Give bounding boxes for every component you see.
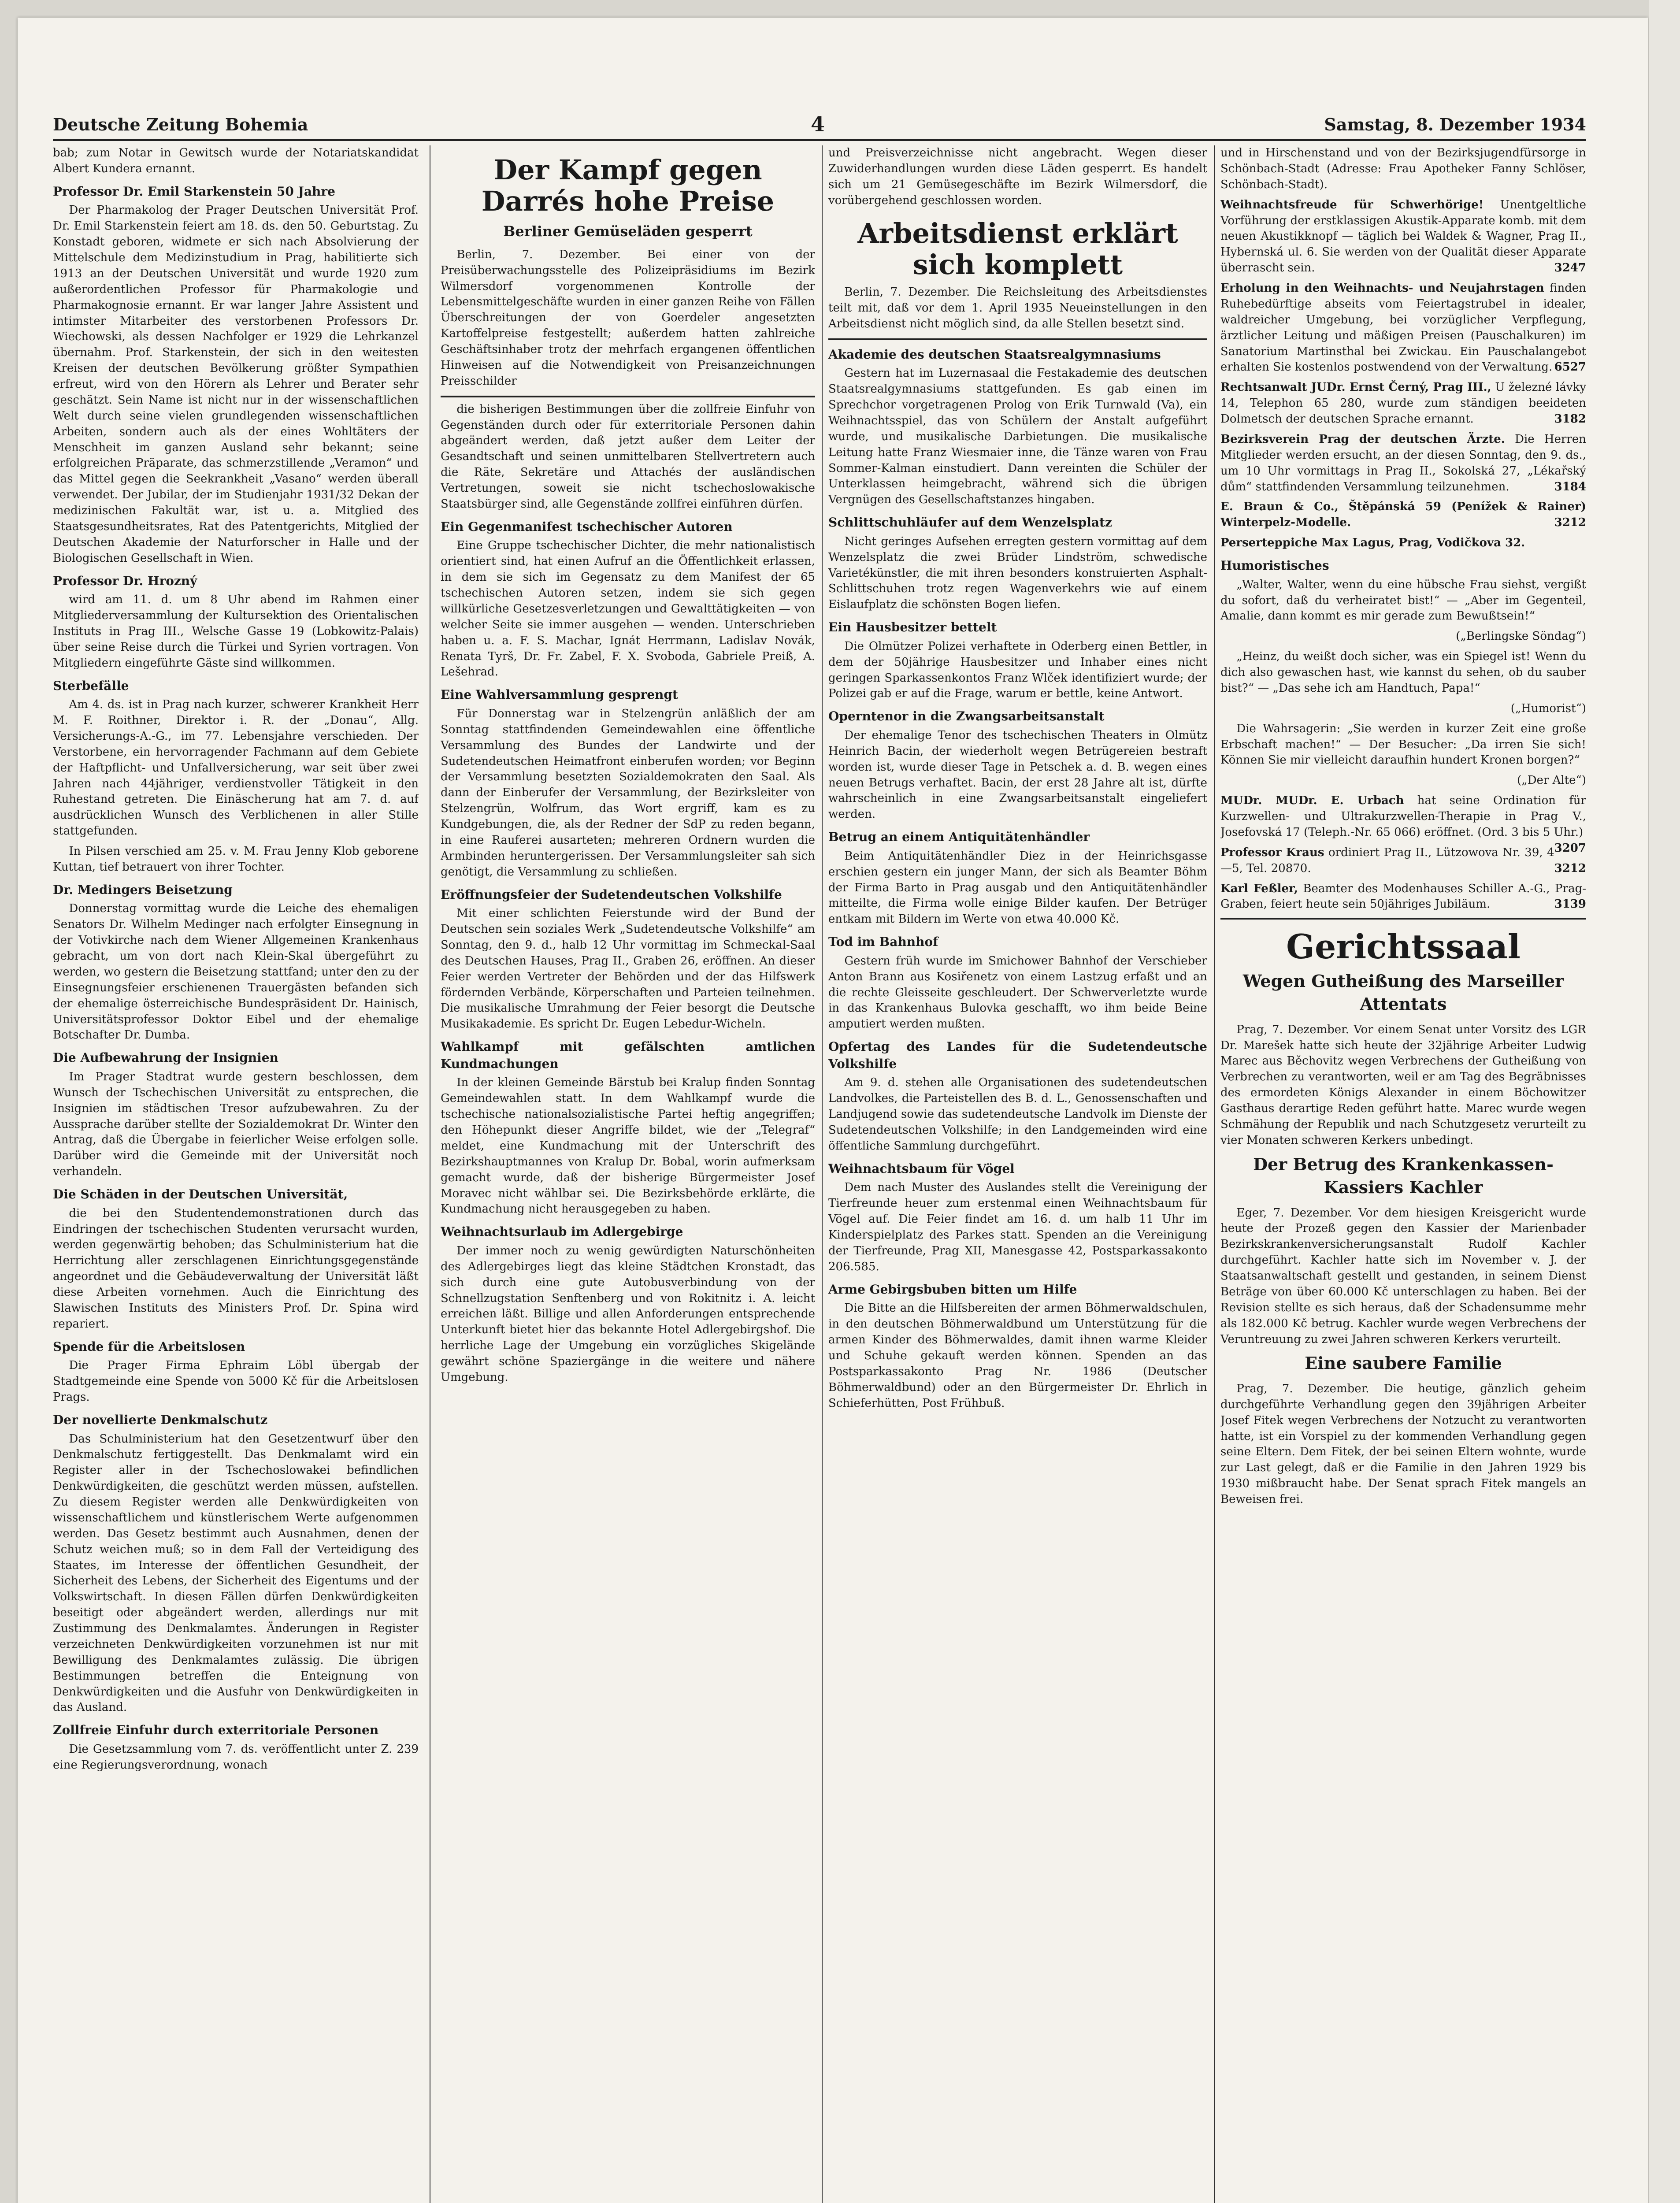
article-heading: Betrug an einem Antiquitätenhändler [828, 830, 1090, 845]
paragraph: und Preisverzeichnisse nicht angebracht. Wegen dieser Zuwiderhandlungen wurden diese Läden gesperrt. Es handelt sich um 21 Gemüsegeschäfte im Bezirk Wilmersdorf, die vorübergehend geschlossen worden. [828, 146, 1207, 207]
paragraph: In Pilsen verschied am 25. v. M. Frau Jenny Klob geborene Kuttan, tief betrauert von ihrer Tochter. [53, 845, 419, 874]
paragraph: Berlin, 7. Dezember. Die Reichsleitung des Arbeitsdienstes teilt mit, daß vor dem 1. April 1935 Neueinstellungen in den Arbeitsdienst nicht möglich sind, da alle Stellen besetzt sind. [828, 286, 1207, 330]
joke: „Walter, Walter, wenn du eine hübsche Frau siehst, vergißt du sofort, daß du verheiratet bist!“ — „Aber im Gegenteil, Amalie, dann kommt es mir gerade zum Bewußtsein!“ [1220, 578, 1586, 623]
paragraph: Gestern früh wurde im Smichower Bahnhof der Verschieber Anton Brann aus Kosiřenetz von einem Lastzug erfaßt und an die rechte Gleisseite geschleudert. Der Schwerverletzte wurde in das Krankenhaus Bulovka geschafft, wo ihm beide Beine amputiert werden mußten. [828, 954, 1207, 1031]
notice [1220, 281, 1586, 375]
paragraph: Berlin, 7. Dezember. Bei einer von der Preisüberwachungsstelle des Polizeipräsidiums im Bezirk Wilmersdorf vorgenommenen Kontrolle der Lebensmittelgeschäfte wurden in einer ganzen Reihe von Fällen Überschreitungen der von Goerdeler angesetzten Kartoffelpreise festgestellt; außerdem hatten zahlreiche Geschäftsinhaber trotz der mehrfach ergangenen öffentlichen Hinweisen auf die Notwendigkeit von Preisanzeichnungen Preisschilder [441, 248, 815, 388]
notice-title: Professor Kraus [1220, 846, 1324, 859]
paragraph: Dem nach Muster des Auslandes stellt die Vereinigung der Tierfreunde heuer zum erstenmal einen Weihnachtsbaum für Vögel auf. Die Feier findet am 16. d. um halb 11 Uhr im Kinderspielplatz des Parkes statt. Spenden an die Vereinigung der Tierfreunde, Prag XII, Manesgasse 42, Postsparkassakonto 206.585. [828, 1181, 1207, 1273]
paragraph: Am 9. d. stehen alle Organisationen des sudetendeutschen Landvolkes, die Parteistellen des B. d. L., Genossenschaften und Landjugend sowie das sudetendeutsche Landvolk im Dienste der Sudetendeutschen Volkshilfe; in den Landgemeinden wird eine öffentliche Sammlung durchgeführt. [828, 1076, 1207, 1153]
paragraph: Prag, 7. Dezember. Vor einem Senat unter Vorsitz des LGR Dr. Marešek hatte sich heute der 32jährige Arbeiter Ludwig Marec aus Běchovitz wegen Verbrechens der Gutheißung von Verbrechen zu verantworten, weil er am Tag des Begräbnisses des ermordeten Königs Alexander in einem Böchowitzer Gasthaus derartige Reden geführt hatte. Marec wurde wegen Schmähung der Republik und nach Schutzgesetz verurteilt zu vier Monaten schweren Kerkers unbedingt. [1220, 1023, 1586, 1147]
paragraph: Der ehemalige Tenor des tschechischen Theaters in Olmütz Heinrich Bacin, der wiederholt wegen Betrügereien bestraft worden ist, wurde dieser Tage in Petschek a. d. B. wegen eines neuen Betrugs verhaftet. Bacin, der erst 28 Jahre alt ist, dürfte wahrscheinlich in eine Zwangsarbeitsanstalt eingeliefert werden. [828, 728, 1207, 821]
article-heading: Zollfreie Einfuhr durch exterritoriale Personen [53, 1723, 379, 1738]
section-rule [828, 338, 1207, 340]
article-heading: Weihnachtsurlaub im Adlergebirge [441, 1224, 683, 1239]
article-heading: Wahlkampf mit gefälschten amtlichen Kundmachungen [441, 1039, 815, 1071]
article-heading: Schlittschuhläufer auf dem Wenzelsplatz [828, 515, 1112, 530]
column-divider [822, 145, 823, 2203]
paragraph: Der Pharmakolog der Prager Deutschen Universität Prof. Dr. Emil Starkenstein feiert am 18. ds. den 50. Geburtstag. Zu Konstadt geboren, widmete er sich nach Absolvierung der Mittelschule dem Medizinstudium in Prag, habilitierte sich 1913 an der Deutschen Universität und wurde 1920 zum außerordentlichen Professor für Pharmakologie und Pharmakognosie ernannt. Er war langer Jahre Assistent und intimster Mitarbeiter des verstorbenen Professors Dr. Wiechowski, als dessen Nachfolger er 1929 die Lehrkanzel übernahm. Prof. Starkenstein, der sich in den weitesten Kreisen der deutschen Bevölkerung größter Sympathien erfreut, wird von den Hörern als Lehrer und Berater sehr geschätzt. Sein Name ist nicht nur in der wissenschaftlichen Welt durch seine vielen grundlegenden wissenschaftlichen Arbeiten, sondern auch als der eines Wohltäters der Menschheit im ganzen Ausland sehr bekannt; seine erfolgreichen Präparate, das schmerzstillende „Veramon“ und das Mittel gegen die Seekrankheit „Vasano“ werden überall verwendet. Der Jubilar, der im Studienjahr 1931/32 Dekan der medizinischen Fakultät war, ist u. a. Mitglied des Staatsgesundheitsrates, Rat des Patentgerichts, Mitglied der Deutschen Akademie der Naturforscher in Halle und der Biologischen Gesellschaft in Wien. [53, 204, 419, 565]
paragraph: Die Gesetzsammlung vom 7. ds. veröffentlicht unter Z. 239 eine Regierungsverordnung, wonach [53, 1742, 419, 1772]
paragraph: In der kleinen Gemeinde Bärstub bei Kralup finden Sonntag Gemeindewahlen statt. In dem Wahlkampf wurde die tschechische nationalsozialistische Partei heftig angegriffen; den Höhepunkt dieser Angriffe bildet, wie der „Telegraf“ meldet, eine Kundmachung mit der Unterschrift des Bezirkshauptmannes von Kralup Dr. Bobal, worin aufmerksam gemacht wurde, daß der bisherige Bürgermeister Josef Moravec nicht wählbar sei. Die Bezirksbehörde erklärte, die Kundmachung nicht herausgegeben zu haben. [441, 1076, 815, 1216]
notice-title: Erholung in den Weihnachts- und Neujahrstagen [1220, 282, 1544, 295]
paragraph: Beim Antiquitätenhändler Diez in der Heinrichsgasse erschien gestern ein junger Mann, der sich als Beamter Böhm der Firma Barto in Prag ausgab und den Antiquitätenhändler mitteilte, die Firma wolle einige Bilder kaufen. Der Betrüger entkam mit Bildern im Werte von etwa 40.000 Kč. [828, 849, 1207, 926]
paragraph: Eine Gruppe tschechischer Dichter, die mehr nationalistisch orientiert sind, hat einen Aufruf an die Öffentlichkeit erlassen, in dem sie sich im Gegensatz zu dem Manifest der 65 tschechischen Autoren setzen, indem sie sich gegen willkürliche Gesetzesverletzungen und Gewalttätigkeiten — von welcher Seite sie immer ausgehen — wenden. Unterschrieben haben u. a. F. S. Machar, Ignát Herrmann, Ladislav Novák, Renata Tyrš, Dr. Fr. Zabel, F. X. Svoboda, Gabriele Preiß, A. Lešehrad. [441, 539, 815, 679]
column-4 [1220, 145, 1586, 2203]
section-title: Gerichtssaal [1286, 927, 1521, 967]
notice-text: Unentgeltliche Vorführung der erstklassigen Akustik-Apparate komb. mit dem neuen Akustikknopf — täglich bei Waldek & Wagner, Prag II., Hybernská ul. 6. Sie werden von der Qualität dieser Apparate überrascht sein. [1220, 198, 1586, 275]
notice-text: hat seine Ordination für Kurzwellen- und Ultrakurzwellen-Therapie in Prag V., Josefovská 17 (Teleph.-Nr. 65 066) eröffnet. (Ord. 3 bis 5 Uhr.) [1220, 794, 1586, 839]
paragraph: Eger, 7. Dezember. Vor dem hiesigen Kreisgericht wurde heute der Prozeß gegen den Kassier der Marienbader Bezirkskrankenversicherungsanstalt Rudolf Kachler durchgeführt. Kachler hatte sich im November v. J. der Staatsanwaltschaft gestellt und gestanden, in seinem Dienst Beträge von über 60.000 Kč unterschlagen zu haben. Bei der Revision stellte es sich heraus, daß der Schadensumme mehr als 182.000 Kč betrug. Kachler wurde wegen Verbrechens der Veruntreuung zu zwei Jahren schweren Kerkers verurteilt. [1220, 1206, 1586, 1346]
article-heading: Professor Dr. Hrozný [53, 573, 197, 588]
paragraph: Nicht geringes Aufsehen erregten gestern vormittag auf dem Wenzelsplatz die zwei Brüder Lindström, schwedische Varietékünstler, die mit ihren besonders konstruierten Asphalt-Schlittschuhen trotz regen Wagenverkehrs wie auf einem Eislaufplatz die schönsten Bogen liefen. [828, 534, 1207, 612]
paragraph: Die Olmützer Polizei verhaftete in Oderberg einen Bettler, in dem der 50jährige Hausbesitzer und Inhaber eines nicht geringen Sparkassenkontos Franz Wlček identifiziert wurde; der Polizei gab er auf die Frage, warum er bettle, keine Antwort. [828, 639, 1207, 701]
article-heading: Arme Gebirgsbuben bitten um Hilfe [828, 1282, 1077, 1297]
article-heading: Weihnachtsbaum für Vögel [828, 1161, 1015, 1176]
headline: Arbeitsdienst erklärt sich komplett [857, 217, 1178, 281]
headline: Der Betrug des Krankenkassen-Kassiers Kachler [1253, 1154, 1554, 1198]
column-1 [53, 145, 419, 2203]
notice-text: Die Herren Mitglieder werden ersucht, an der diesen Sonntag, den 9. ds., um 10 Uhr vormittags in Prag II., Sokolská 27, „Lékařský dům“ stattfindenden Versammlung teilzunehmen. [1220, 432, 1586, 493]
article-heading: Sterbefälle [53, 678, 129, 693]
notice-number: 3184 [1554, 480, 1586, 493]
article-heading: Akademie des deutschen Staatsrealgymnasiums [828, 347, 1161, 362]
joke-source: („Berlingske Söndag“) [1456, 630, 1586, 643]
article-heading: Die Schäden in der Deutschen Universität, [53, 1187, 348, 1202]
page-number: 4 [811, 112, 825, 136]
paragraph: Der immer noch zu wenig gewürdigten Naturschönheiten des Adlergebirges liegt das kleine Städtchen Kronstadt, das sich durch eine gute Autobusverbindung von der Schnellzugstation Senftenberg und von Rokitnitz i. A. leicht erreichen läßt. Billige und allen Anforderungen entsprechende Unterkunft bietet hier das bekannte Hotel Adlergebirgshof. Die herrliche Lage der Umgebung ein vorzügliches Skigelände gewährt schöne Spaziergänge in die weitere und nähere Umgebung. [441, 1244, 815, 1384]
notice-number: 6527 [1554, 360, 1586, 374]
article-heading: Operntenor in die Zwangsarbeitsanstalt [828, 709, 1105, 724]
paragraph: Donnerstag vormittag wurde die Leiche des ehemaligen Senators Dr. Wilhelm Medinger nach erfolgter Einsegnung in der Votivkirche nach dem Wiener Allgemeinen Krankenhaus gebracht, um von dort nach Klein-Skal übergeführt zu werden, wo gestern die Beisetzung stattfand; unter den zu der Einsegnungsfeier erschienenen Trauergästen befanden sich der ehemalige österreichische Bundespräsident Dr. Hainisch, Universitätsprofessor Doktor Eibel und der ehemalige Botschafter Dr. Dumba. [53, 902, 419, 1042]
joke: „Heinz, du weißt doch sicher, was ein Spiegel ist! Wenn du dich also gewaschen hast, wie kannst du sehen, ob du sauber bist?“ — „Das sehe ich am Handtuch, Papa!“ [1220, 650, 1586, 695]
notice-title: Karl Feßler, [1220, 882, 1298, 895]
paragraph: Die Bitte an die Hilfsbereiten der armen Böhmerwaldschulen, in den deutschen Böhmerwaldbund um Unterstützung für die armen Kinder des Böhmerwaldes, damit ihnen warme Kleider und Schuhe gekauft werden können. Spenden an das Postsparkassakonto Prag Nr. 1986 (Deutscher Böhmerwaldbund) oder an den Bürgermeister Dr. Ehrlich in Schieferhütten, Post Frühbuß. [828, 1302, 1207, 1410]
notice-title: E. Braun & Co., Štěpánská 59 (Penížek & Rainer) Winterpelz-Modelle. [1220, 500, 1586, 530]
notice [1220, 499, 1586, 531]
notice-title: Weihnachtsfreude für Schwerhörige! [1220, 198, 1484, 211]
notice-title: Bezirksverein Prag der deutschen Ärzte. [1220, 432, 1505, 446]
paragraph: Prag, 7. Dezember. Die heutige, gänzlich geheim durchgeführte Verhandlung gegen den 39jährigen Arbeiter Josef Fitek wegen Verbrechens der Notzucht zu verantworten hatte, ist ein Vorspiel zu der kommenden Verhandlung gegen seine Eltern. Dem Fitek, der bei seinen Eltern wohnte, wurde zur Last gelegt, daß er die Familie in den Jahren 1929 bis 1930 mißbraucht habe. Der Senat sprach Fitek mangels an Beweisen frei. [1220, 1382, 1586, 1506]
article-heading: Dr. Medingers Beisetzung [53, 882, 233, 897]
notice-text: U železné lávky 14, Telephon 65 280, wurde zum ständigen beeideten Dolmetsch der deutschen Sprache ernannt. [1220, 381, 1586, 426]
section-rule [441, 396, 815, 397]
notice [1220, 380, 1586, 427]
notice-number: 3139 [1554, 898, 1586, 911]
article-heading: Die Aufbewahrung der Insignien [53, 1050, 278, 1065]
notice-title: Perserteppiche Max Lagus, Prag, Vodičkova 32. [1220, 536, 1525, 550]
paragraph: die bei den Studentendemonstrationen durch das Eindringen der tschechischen Studenten verursacht wurden, werden gegenwärtig behoben; das Schulministerium hat die Herrichtung aller zerschlagenen Einrichtungsgegenstände angeordnet und die Gebäudeverwaltung der Universität läßt diese Arbeiten vornehmen. Auch die Einrichtung des Slawischen Instituts des Ministers Prof. Dr. Spina wird repariert. [53, 1206, 419, 1331]
masthead: Deutsche Zeitung Bohemia [53, 115, 308, 134]
article-heading: Tod im Bahnhof [828, 935, 938, 949]
joke: Die Wahrsagerin: „Sie werden in kurzer Zeit eine große Erbschaft machen!“ — Der Besucher: „Da irren Sie sich! Können Sie mir vielleicht daraufhin hundert Kronen borgen?“ [1220, 722, 1586, 767]
paragraph: Die Prager Firma Ephraim Löbl übergab der Stadtgemeinde eine Spende von 5000 Kč für die Arbeitslosen Prags. [53, 1359, 419, 1404]
paragraph: bab; zum Notar in Gewitsch wurde der Notariatskandidat Albert Kundera ernannt. [53, 146, 419, 175]
notice [1220, 197, 1586, 276]
notice-number: 3182 [1554, 412, 1586, 426]
article-heading: Spende für die Arbeitslosen [53, 1339, 245, 1354]
notice-title: MUDr. MUDr. E. Urbach [1220, 794, 1404, 808]
notice-title: Rechtsanwalt JUDr. Ernst Černý, Prag III., [1220, 381, 1491, 394]
paragraph: die bisherigen Bestimmungen über die zollfreie Einfuhr von Gegenständen durch oder für exterritoriale Personen dahin abgeändert werden, daß jetzt außer dem Leiter der Gesandtschaft und seinen unmittelbaren Stellvertretern auch die Räte, Sekretäre und Attachés der ausländischen Vertretungen, soweit sie nicht tschechoslowakische Staatsbürger sind, alle Gegenstände zollfrei einführen dürfen. [441, 402, 815, 511]
headline: Eine saubere Familie [1305, 1353, 1502, 1373]
paragraph: wird am 11. d. um 8 Uhr abend im Rahmen einer Mitgliederversammlung der Kultursektion des Orientalischen Instituts in Prag III., Welsche Gasse 19 (Lobkowitz-Palais) über seine Reise durch die Türkei und Syrien vortragen. Von Mitgliedern eingeführte Gäste sind willkommen. [53, 593, 419, 670]
notice [1220, 535, 1586, 551]
paragraph: Im Prager Stadtrat wurde gestern beschlossen, dem Wunsch der Tschechischen Universität zu entsprechen, die Insignien im städtischen Tresor aufzubewahren. Zu der Aussprache darüber stellte der Sozialdemokrat Dr. Winter den Antrag, daß die Übergabe in feierlicher Weise erfolgen solle. Darüber wird die Gemeinde mit der Universität noch verhandeln. [53, 1070, 419, 1179]
paragraph: Am 4. ds. ist in Prag nach kurzer, schwerer Krankheit Herr M. F. Roithner, Direktor i. R. der „Donau“, Allg. Versicherungs-A.-G., im 77. Lebensjahre verschieden. Der Verstorbene, ein hervorragender Fachmann auf dem Gebiete der Haftpflicht- und Unfallversicherung, war seit über zwei Jahren nach 44jähriger, verdienstvoller Tätigkeit in den Ruhestand getreten. Die Einäscherung hat am 7. d. auf ausdrücklichen Wunsch des Verblichenen in aller Stille stattgefunden. [53, 698, 419, 838]
subheadline: Berliner Gemüseläden gesperrt [503, 223, 753, 240]
notice [1220, 845, 1586, 877]
notice [1220, 432, 1586, 495]
joke-source: („Humorist“) [1510, 701, 1586, 715]
notice-text: Beamter des Modenhauses Schiller A.-G., Prag-Graben, feiert heute sein 50jähriges Jubiläum. [1220, 882, 1586, 911]
scan-edge [1649, 0, 1680, 2203]
page-header [53, 112, 1586, 141]
article-heading: Der novellierte Denkmalschutz [53, 1412, 268, 1427]
headline: Der Kampf gegen Darrés hohe Preise [481, 154, 775, 218]
paragraph: Gestern hat im Luzernasaal die Festakademie des deutschen Staatsrealgymnasiums stattgefunden. Es gab einen im Sprechchor vorgetragenen Prolog von Erik Turnwald (Va), ein Weihnachtsspiel, das von Schülern der Anstalt aufgeführt wurde, und musikalische Darbietungen. Die musikalische Leitung hatte Franz Wiesmaier inne, die Tänze waren von Frau Sommer-Kalman einstudiert. Dann vereinten die Schüler der Unterklassen heimgebracht, während sich die übrigen Vergnügen des Gesellschaftstanzes hingaben. [828, 367, 1207, 507]
section-rule [1220, 918, 1586, 920]
column-3 [828, 145, 1207, 2203]
joke-source: („Der Alte“) [1517, 774, 1586, 787]
notice-text: finden Ruhebedürftige abseits vom Feiertagstrubel in idealer, waldreicher Umgebung, bei vorzüglicher Verpflegung, ärztlicher Leitung und mäßigen Preisen (Pauschalkuren) im Sanatorium Martinsthal bei Zwickau. Ein Pauschalangebot erhalten Sie kostenlos postwendend von der Verwaltung. [1220, 282, 1586, 374]
notice [1220, 881, 1586, 913]
column-divider [1214, 145, 1215, 2203]
article-heading: Humoristisches [1220, 558, 1329, 573]
headline: Wegen Gutheißung des Marseiller Attentats [1242, 971, 1564, 1014]
article-heading: Eröffnungsfeier der Sudetendeutschen Volkshilfe [441, 887, 782, 902]
paragraph: Das Schulministerium hat den Gesetzentwurf über den Denkmalschutz fertiggestellt. Das Denkmalamt wird ein Register aller in der Tschechoslowakei befindlichen Denkwürdigkeiten, die geschützt werden müssen, aufstellen. Zu diesem Register werden alle Denkwürdigkeiten von wissenschaftlichem und künstlerischem Werte aufgenommen werden. Das Gesetz bestimmt auch Ausnahmen, denen der Schutz weichen muß; so in dem Fall der Verteidigung des Staates, im Interesse der öffentlichen Gesundheit, der Sicherheit des Lebens, der Sicherheit des Eigentums und der Volkswirtschaft. In diesen Fällen dürfen Denkwürdigkeiten beseitigt oder abgeändert werden, allerdings nur mit Zustimmung des Denkmalamtes. Änderungen in Register verzeichneten Denkwürdigkeiten vorzunehmen ist nur mit Bewilligung des Denkmalamtes zulässig. Die übrigen Bestimmungen betreffen die Enteignung von Denkwürdigkeiten und die Ausfuhr von Denkwürdigkeiten in das Ausland. [53, 1432, 419, 1714]
paragraph: und in Hirschenstand und von der Bezirksjugendfürsorge in Schönbach-Stadt (Adresse: Frau Apotheker Fanny Schlöser, Schönbach-Stadt). [1220, 146, 1586, 191]
notice-text: ordiniert Prag II., Lützowova Nr. 39, 4—5, Tel. 20870. [1220, 846, 1554, 875]
article-heading: Eine Wahlversammlung gesprengt [441, 687, 678, 702]
column-2 [441, 145, 815, 2203]
article-heading: Ein Gegenmanifest tschechischer Autoren [441, 519, 733, 534]
paragraph: Für Donnerstag war in Stelzengrün anläßlich der am Sonntag stattfindenden Gemeindewahlen eine öffentliche Versammlung des Bundes der Landwirte und der Sudetendeutschen Heimatfront einberufen worden; vor Beginn der Versammlung besetzten Sozialdemokraten den Saal. Als dann der Einberufer der Versammlung, der Bezirksleiter von Stelzengrün, Wolfrum, das Wort ergriff, kam es zu Kundgebungen, die, als der Redner der SdP zu reden begann, in eine Rauferei ausarteten; mehreren Ordnern wurden die Armbinden heruntergerissen. Der Versammlungsleiter sah sich genötigt, die Versammlung zu schließen. [441, 707, 815, 879]
article-heading: Professor Dr. Emil Starkenstein 50 Jahre [53, 184, 335, 199]
article-heading: Opfertag des Landes für die Sudetendeutsche Volkshilfe [828, 1039, 1207, 1071]
notice-number: 3212 [1554, 861, 1586, 875]
notice-number: 3212 [1554, 516, 1586, 530]
notices [1220, 197, 1586, 551]
issue-date: Samstag, 8. Dezember 1934 [1324, 115, 1586, 134]
notice-number: 3247 [1554, 261, 1586, 275]
paragraph: Mit einer schlichten Feierstunde wird der Bund der Deutschen sein soziales Werk „Sudetendeutsche Volkshilfe“ am Sonntag, den 9. d., halb 12 Uhr vormittag im Schmeckal-Saal des Deutschen Hauses, Prag II., Graben 26, eröffnen. An dieser Feier werden Vertreter der Behörden und der das Hilfswerk fördernden Verbände, Körperschaften und Parteien teilnehmen. Die musikalische Umrahmung der Feier besorgt die Deutsche Musikakademie. Es spricht Dr. Eugen Lebedur-Wicheln. [441, 907, 815, 1031]
notice-number: 3207 [1554, 841, 1586, 855]
article-heading: Ein Hausbesitzer bettelt [828, 620, 997, 635]
